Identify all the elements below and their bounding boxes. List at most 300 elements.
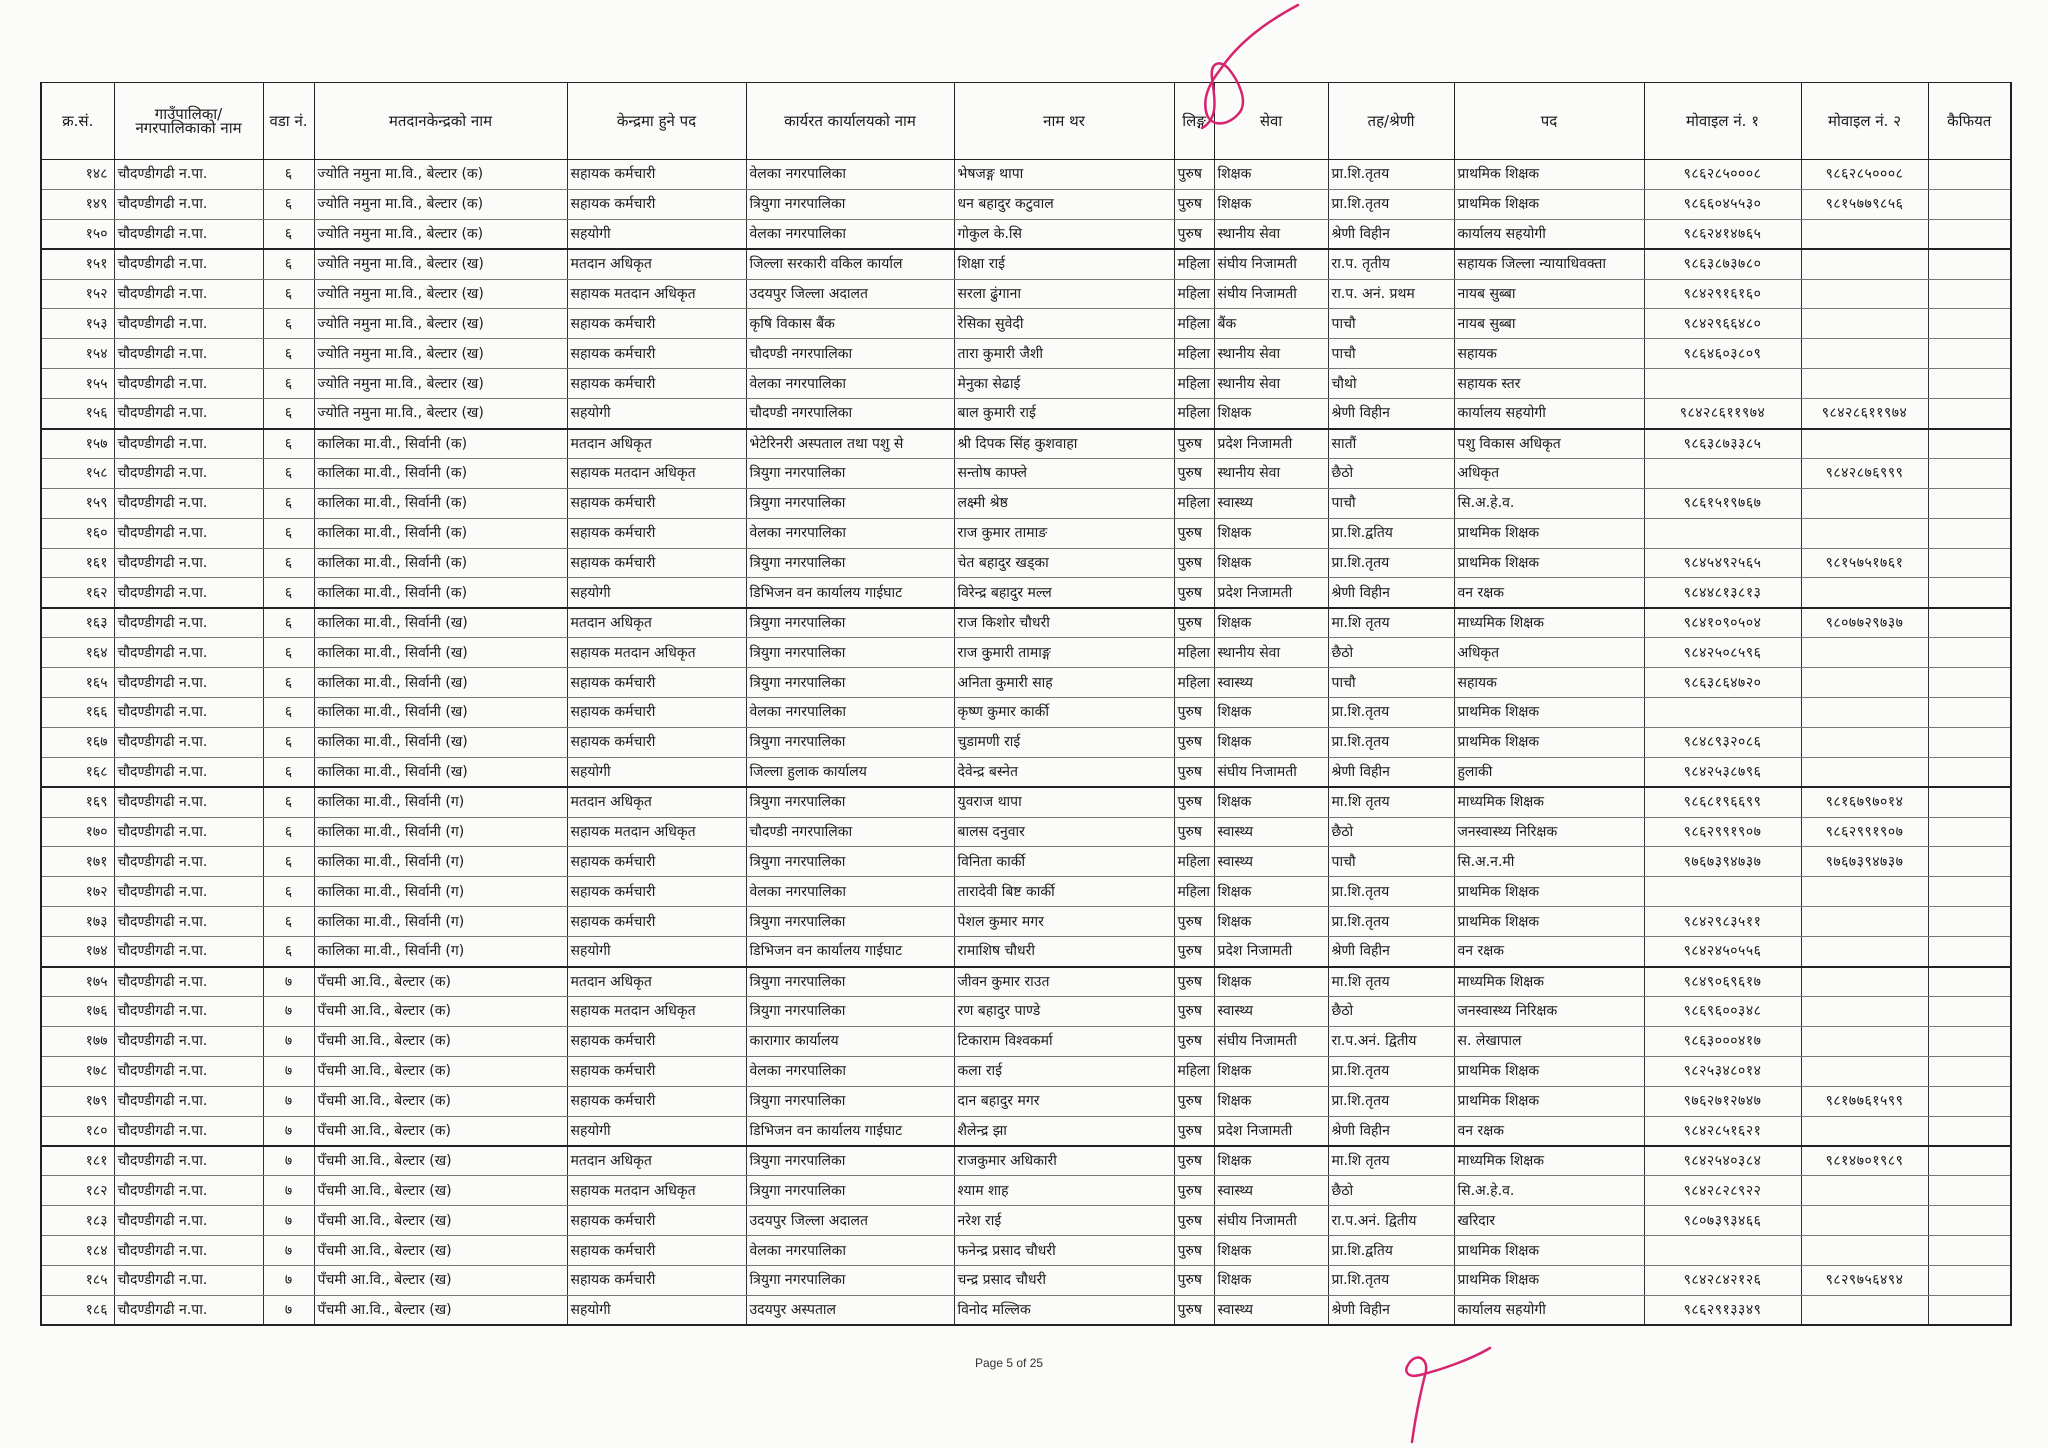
service-cell: संघीय निजामती	[1214, 1026, 1328, 1056]
table-header-row	[41, 83, 2011, 160]
office-cell: कारागार कार्यालय	[746, 1026, 954, 1056]
municipality-cell: चौदण्डीगढी न.पा.	[114, 369, 263, 399]
remarks-cell	[1928, 996, 2011, 1026]
post-cell: सि.अ.हे.व.	[1454, 1176, 1644, 1206]
municipality-cell: चौदण्डीगढी न.पा.	[114, 1116, 263, 1146]
ward-cell: ६	[263, 518, 314, 548]
service-cell: शिक्षक	[1214, 160, 1328, 190]
name-cell: चुडामणी राई	[954, 727, 1174, 757]
post-cell: माध्यमिक शिक्षक	[1454, 1146, 1644, 1176]
office-cell: उदयपुर जिल्ला अदालत	[746, 1206, 954, 1236]
level-cell: प्रा.शि.तृतय	[1328, 189, 1454, 219]
ward-cell: ६	[263, 160, 314, 190]
gender-cell: महिला	[1174, 339, 1214, 369]
ward-cell: ६	[263, 757, 314, 787]
office-cell: त्रियुगा नगरपालिका	[746, 458, 954, 488]
post-cell: प्राथमिक शिक्षक	[1454, 1086, 1644, 1116]
ward-cell: ६	[263, 937, 314, 967]
mobile-2-cell	[1801, 1295, 1928, 1325]
polling-center-cell: कालिका मा.वी., सिर्वानी (क)	[314, 578, 567, 608]
office-cell: डिभिजन वन कार्यालय गाईघाट	[746, 937, 954, 967]
name-cell: चेत बहादुर खड्का	[954, 548, 1174, 578]
ward-cell: ७	[263, 1236, 314, 1266]
office-cell: त्रियुगा नगरपालिका	[746, 608, 954, 638]
table-row	[41, 1206, 2011, 1236]
municipality-cell: चौदण्डीगढी न.पा.	[114, 1086, 263, 1116]
table-row	[41, 1026, 2011, 1056]
remarks-cell	[1928, 877, 2011, 907]
municipality-cell: चौदण्डीगढी न.पा.	[114, 907, 263, 937]
level-cell: मा.शि तृतय	[1328, 967, 1454, 997]
name-cell: रामाशिष चौधरी	[954, 937, 1174, 967]
mobile-2-cell	[1801, 668, 1928, 698]
service-cell: शिक्षक	[1214, 877, 1328, 907]
table-row	[41, 668, 2011, 698]
remarks-cell	[1928, 608, 2011, 638]
mobile-2-cell	[1801, 1236, 1928, 1266]
gender-cell: पुरुष	[1174, 1116, 1214, 1146]
level-cell: रा.प.अनं. द्वितीय	[1328, 1026, 1454, 1056]
remarks-cell	[1928, 399, 2011, 429]
mobile-2-cell	[1801, 1176, 1928, 1206]
service-cell: शिक्षक	[1214, 727, 1328, 757]
table-row	[41, 309, 2011, 339]
table-row	[41, 458, 2011, 488]
polling-center-cell: कालिका मा.वी., सिर्वानी (ग)	[314, 907, 567, 937]
service-cell: शिक्षक	[1214, 1056, 1328, 1086]
gender-cell: पुरुष	[1174, 1206, 1214, 1236]
serial-cell: १७०	[41, 817, 114, 847]
service-cell: शिक्षक	[1214, 1265, 1328, 1295]
service-cell: शिक्षक	[1214, 1146, 1328, 1176]
serial-cell: १७६	[41, 996, 114, 1026]
name-cell: टिकाराम विश्वकर्मा	[954, 1026, 1174, 1056]
table-row	[41, 399, 2011, 429]
service-cell: संघीय निजामती	[1214, 1206, 1328, 1236]
level-cell: पाचौ	[1328, 339, 1454, 369]
serial-cell: १७३	[41, 907, 114, 937]
ward-cell: ७	[263, 1116, 314, 1146]
center-post-cell: सहायक कर्मचारी	[567, 518, 746, 548]
municipality-cell: चौदण्डीगढी न.पा.	[114, 638, 263, 668]
serial-cell: १८१	[41, 1146, 114, 1176]
staff-assignment-table	[40, 82, 2012, 1326]
remarks-cell	[1928, 518, 2011, 548]
level-cell: मा.शि तृतय	[1328, 787, 1454, 817]
municipality-cell: चौदण्डीगढी न.पा.	[114, 967, 263, 997]
center-post-cell: सहायक मतदान अधिकृत	[567, 817, 746, 847]
level-cell: प्रा.शि.द्वतिय	[1328, 518, 1454, 548]
center-post-cell: सहायक कर्मचारी	[567, 847, 746, 877]
remarks-cell	[1928, 1146, 2011, 1176]
level-cell: श्रेणी विहीन	[1328, 1295, 1454, 1325]
name-cell: धन बहादुर कटुवाल	[954, 189, 1174, 219]
serial-cell: १५६	[41, 399, 114, 429]
remarks-cell	[1928, 488, 2011, 518]
ward-cell: ७	[263, 967, 314, 997]
level-cell: छैठो	[1328, 458, 1454, 488]
post-cell: वन रक्षक	[1454, 937, 1644, 967]
gender-cell: पुरुष	[1174, 1236, 1214, 1266]
table-row	[41, 219, 2011, 249]
center-post-cell: मतदान अधिकृत	[567, 967, 746, 997]
polling-center-cell: पँचमी आ.वि., बेल्टार (ख)	[314, 1206, 567, 1236]
serial-cell: १६४	[41, 638, 114, 668]
header-polling-center: मतदानकेन्द्रको नाम	[314, 83, 567, 160]
municipality-cell: चौदण्डीगढी न.पा.	[114, 1265, 263, 1295]
table-row	[41, 1086, 2011, 1116]
service-cell: स्थानीय सेवा	[1214, 219, 1328, 249]
remarks-cell	[1928, 279, 2011, 309]
gender-cell: महिला	[1174, 309, 1214, 339]
level-cell: छैठो	[1328, 638, 1454, 668]
polling-center-cell: कालिका मा.वी., सिर्वानी (ख)	[314, 668, 567, 698]
name-cell: तारादेवी बिष्ट कार्की	[954, 877, 1174, 907]
gender-cell: पुरुष	[1174, 1146, 1214, 1176]
post-cell: सि.अ.हे.व.	[1454, 488, 1644, 518]
name-cell: राज कुमार तामाङ	[954, 518, 1174, 548]
level-cell: श्रेणी विहीन	[1328, 757, 1454, 787]
table-row	[41, 339, 2011, 369]
office-cell: त्रियुगा नगरपालिका	[746, 727, 954, 757]
municipality-cell: चौदण्डीगढी न.पा.	[114, 847, 263, 877]
gender-cell: पुरुष	[1174, 518, 1214, 548]
mobile-2-cell	[1801, 369, 1928, 399]
mobile-2-cell: ९८६२९९१९०७	[1801, 817, 1928, 847]
center-post-cell: सहायक कर्मचारी	[567, 1086, 746, 1116]
service-cell: शिक्षक	[1214, 1236, 1328, 1266]
polling-center-cell: पँचमी आ.वि., बेल्टार (ख)	[314, 1295, 567, 1325]
center-post-cell: सहायक कर्मचारी	[567, 1026, 746, 1056]
service-cell: स्वास्थ्य	[1214, 488, 1328, 518]
serial-cell: १७५	[41, 967, 114, 997]
level-cell: प्रा.शि.तृतय	[1328, 160, 1454, 190]
service-cell: शिक्षक	[1214, 907, 1328, 937]
post-cell: माध्यमिक शिक्षक	[1454, 787, 1644, 817]
name-cell: विरेन्द्र बहादुर मल्ल	[954, 578, 1174, 608]
service-cell: स्वास्थ्य	[1214, 1176, 1328, 1206]
polling-center-cell: कालिका मा.वी., सिर्वानी (क)	[314, 429, 567, 459]
municipality-cell: चौदण्डीगढी न.पा.	[114, 518, 263, 548]
office-cell: वेलका नगरपालिका	[746, 1056, 954, 1086]
service-cell: स्वास्थ्य	[1214, 668, 1328, 698]
polling-center-cell: ज्योति नमुना मा.वि., बेल्टार (ख)	[314, 279, 567, 309]
polling-center-cell: कालिका मा.वी., सिर्वानी (ग)	[314, 787, 567, 817]
post-cell: सहायक	[1454, 339, 1644, 369]
table-row	[41, 1236, 2011, 1266]
post-cell: प्राथमिक शिक्षक	[1454, 1056, 1644, 1086]
mobile-2-cell	[1801, 727, 1928, 757]
serial-cell: १५७	[41, 429, 114, 459]
gender-cell: महिला	[1174, 877, 1214, 907]
mobile-2-cell	[1801, 698, 1928, 728]
table-row	[41, 279, 2011, 309]
name-cell: श्री दिपक सिंह कुशवाहा	[954, 429, 1174, 459]
service-cell: स्वास्थ्य	[1214, 1295, 1328, 1325]
ward-cell: ७	[263, 1176, 314, 1206]
post-cell: प्राथमिक शिक्षक	[1454, 907, 1644, 937]
center-post-cell: सहायक कर्मचारी	[567, 160, 746, 190]
polling-center-cell: पँचमी आ.वि., बेल्टार (ख)	[314, 1236, 567, 1266]
name-cell: युवराज थापा	[954, 787, 1174, 817]
level-cell: चौथो	[1328, 369, 1454, 399]
office-cell: त्रियुगा नगरपालिका	[746, 847, 954, 877]
name-cell: कृष्ण कुमार कार्की	[954, 698, 1174, 728]
header-service: सेवा	[1214, 83, 1328, 160]
name-cell: नरेश राई	[954, 1206, 1174, 1236]
polling-center-cell: पँचमी आ.वि., बेल्टार (क)	[314, 967, 567, 997]
municipality-cell: चौदण्डीगढी न.पा.	[114, 429, 263, 459]
post-cell: प्राथमिक शिक्षक	[1454, 877, 1644, 907]
name-cell: बालस दनुवार	[954, 817, 1174, 847]
mobile-2-cell: ९८१५७५१७६१	[1801, 548, 1928, 578]
post-cell: वन रक्षक	[1454, 578, 1644, 608]
mobile-2-cell: ९८१४७०१९८९	[1801, 1146, 1928, 1176]
level-cell: मा.शि तृतय	[1328, 1146, 1454, 1176]
gender-cell: पुरुष	[1174, 429, 1214, 459]
mobile-1-cell: ९८४२९६६४८०	[1644, 309, 1801, 339]
remarks-cell	[1928, 249, 2011, 279]
office-cell: वेलका नगरपालिका	[746, 219, 954, 249]
name-cell: राज कुुमारी तामाङ्ग	[954, 638, 1174, 668]
mobile-2-cell	[1801, 309, 1928, 339]
center-post-cell: सहयोगी	[567, 757, 746, 787]
table-row	[41, 638, 2011, 668]
remarks-cell	[1928, 967, 2011, 997]
level-cell: प्रा.शि.तृतय	[1328, 1056, 1454, 1086]
polling-center-cell: पँचमी आ.वि., बेल्टार (ख)	[314, 1176, 567, 1206]
header-level: तह/श्रेणी	[1328, 83, 1454, 160]
serial-cell: १७८	[41, 1056, 114, 1086]
polling-center-cell: पँचमी आ.वि., बेल्टार (क)	[314, 1116, 567, 1146]
remarks-cell	[1928, 160, 2011, 190]
ward-cell: ६	[263, 279, 314, 309]
municipality-cell: चौदण्डीगढी न.पा.	[114, 249, 263, 279]
service-cell: शिक्षक	[1214, 518, 1328, 548]
mobile-2-cell	[1801, 339, 1928, 369]
level-cell: सातौं	[1328, 429, 1454, 459]
mobile-1-cell	[1644, 369, 1801, 399]
polling-center-cell: कालिका मा.वी., सिर्वानी (ख)	[314, 638, 567, 668]
level-cell: श्रेणी विहीन	[1328, 578, 1454, 608]
name-cell: अनिता कुमारी साह	[954, 668, 1174, 698]
level-cell: प्रा.शि.तृतय	[1328, 907, 1454, 937]
mobile-1-cell: ९८६३८७३७८०	[1644, 249, 1801, 279]
ward-cell: ६	[263, 877, 314, 907]
name-cell: पेशल कुमार मगर	[954, 907, 1174, 937]
center-post-cell: मतदान अधिकृत	[567, 249, 746, 279]
level-cell: रा.प. तृतीय	[1328, 249, 1454, 279]
polling-center-cell: ज्योति नमुना मा.वि., बेल्टार (ख)	[314, 369, 567, 399]
serial-cell: १८३	[41, 1206, 114, 1236]
mobile-1-cell	[1644, 518, 1801, 548]
mobile-1-cell: ९८६८१९६६९९	[1644, 787, 1801, 817]
remarks-cell	[1928, 1086, 2011, 1116]
serial-cell: १५९	[41, 488, 114, 518]
mobile-1-cell: ९८४२८५१६२१	[1644, 1116, 1801, 1146]
gender-cell: महिला	[1174, 488, 1214, 518]
remarks-cell	[1928, 727, 2011, 757]
post-cell: कार्यालय सहयोगी	[1454, 399, 1644, 429]
header-mobile-2: मोवाइल नं. २	[1801, 83, 1928, 160]
polling-center-cell: पँचमी आ.वि., बेल्टार (ख)	[314, 1265, 567, 1295]
mobile-2-cell: ९८४२८६११९७४	[1801, 399, 1928, 429]
gender-cell: पुरुष	[1174, 698, 1214, 728]
mobile-2-cell	[1801, 996, 1928, 1026]
table-row	[41, 160, 2011, 190]
table-row	[41, 429, 2011, 459]
mobile-1-cell: ९८४२५०८५९६	[1644, 638, 1801, 668]
table-row	[41, 1056, 2011, 1086]
mobile-1-cell: ९७६२७१२७४७	[1644, 1086, 1801, 1116]
service-cell: प्रदेश निजामती	[1214, 937, 1328, 967]
name-cell: जीवन कुमार राउत	[954, 967, 1174, 997]
center-post-cell: सहयोगी	[567, 1295, 746, 1325]
header-name: नाम थर	[954, 83, 1174, 160]
level-cell: रा.प.अनं. द्वितीय	[1328, 1206, 1454, 1236]
table-row	[41, 1265, 2011, 1295]
ward-cell: ६	[263, 488, 314, 518]
office-cell: त्रियुगा नगरपालिका	[746, 189, 954, 219]
service-cell: शिक्षक	[1214, 399, 1328, 429]
remarks-cell	[1928, 698, 2011, 728]
gender-cell: पुरुष	[1174, 548, 1214, 578]
office-cell: त्रियुगा नगरपालिका	[746, 668, 954, 698]
remarks-cell	[1928, 429, 2011, 459]
table-row	[41, 877, 2011, 907]
polling-center-cell: कालिका मा.वी., सिर्वानी (ख)	[314, 727, 567, 757]
service-cell: प्रदेश निजामती	[1214, 578, 1328, 608]
office-cell: भेटेरिनरी अस्पताल तथा पशु से	[746, 429, 954, 459]
remarks-cell	[1928, 1265, 2011, 1295]
mobile-1-cell: ९८४२४५०५५६	[1644, 937, 1801, 967]
mobile-2-cell	[1801, 249, 1928, 279]
service-cell: स्थानीय सेवा	[1214, 339, 1328, 369]
gender-cell: पुरुष	[1174, 967, 1214, 997]
remarks-cell	[1928, 189, 2011, 219]
mobile-2-cell	[1801, 967, 1928, 997]
mobile-1-cell: ९८४१०९०५०४	[1644, 608, 1801, 638]
service-cell: संघीय निजामती	[1214, 757, 1328, 787]
name-cell: विनिता कार्की	[954, 847, 1174, 877]
remarks-cell	[1928, 937, 2011, 967]
polling-center-cell: कालिका मा.वी., सिर्वानी (ग)	[314, 877, 567, 907]
municipality-cell: चौदण्डीगढी न.पा.	[114, 160, 263, 190]
service-cell: शिक्षक	[1214, 698, 1328, 728]
level-cell: श्रेणी विहीन	[1328, 937, 1454, 967]
table-row	[41, 698, 2011, 728]
gender-cell: पुरुष	[1174, 219, 1214, 249]
mobile-1-cell: ९८४२८४२१२६	[1644, 1265, 1801, 1295]
polling-center-cell: कालिका मा.वी., सिर्वानी (ख)	[314, 608, 567, 638]
center-post-cell: सहायक कर्मचारी	[567, 907, 746, 937]
service-cell: शिक्षक	[1214, 189, 1328, 219]
name-cell: दान बहादुर मगर	[954, 1086, 1174, 1116]
name-cell: देेवेन्द्र बस्नेत	[954, 757, 1174, 787]
center-post-cell: सहायक मतदान अधिकृत	[567, 1176, 746, 1206]
office-cell: वेलका नगरपालिका	[746, 160, 954, 190]
service-cell: शिक्षक	[1214, 967, 1328, 997]
mobile-1-cell: ९८४९०६९६१७	[1644, 967, 1801, 997]
center-post-cell: सहायक मतदान अधिकृत	[567, 458, 746, 488]
post-cell: प्राथमिक शिक्षक	[1454, 518, 1644, 548]
mobile-2-cell: ९८४२८७६९९९	[1801, 458, 1928, 488]
gender-cell: पुरुष	[1174, 160, 1214, 190]
remarks-cell	[1928, 458, 2011, 488]
mobile-2-cell	[1801, 578, 1928, 608]
table-row	[41, 1146, 2011, 1176]
remarks-cell	[1928, 578, 2011, 608]
gender-cell: पुरुष	[1174, 1265, 1214, 1295]
gender-cell: महिला	[1174, 638, 1214, 668]
level-cell: श्रेणी विहीन	[1328, 1116, 1454, 1146]
gender-cell: पुरुष	[1174, 1086, 1214, 1116]
ward-cell: ७	[263, 1056, 314, 1086]
header-remarks: कैफियत	[1928, 83, 2011, 160]
remarks-cell	[1928, 668, 2011, 698]
remarks-cell	[1928, 1116, 2011, 1146]
remarks-cell	[1928, 219, 2011, 249]
serial-cell: १८६	[41, 1295, 114, 1325]
service-cell: संघीय निजामती	[1214, 279, 1328, 309]
table-row	[41, 1176, 2011, 1206]
office-cell: डिभिजन वन कार्यालय गाईघाट	[746, 1116, 954, 1146]
post-cell: अधिकृत	[1454, 458, 1644, 488]
serial-cell: १६९	[41, 787, 114, 817]
center-post-cell: सहयोगी	[567, 399, 746, 429]
level-cell: प्रा.शि.द्वतिय	[1328, 1236, 1454, 1266]
polling-center-cell: पँचमी आ.वि., बेल्टार (क)	[314, 1086, 567, 1116]
municipality-cell: चौदण्डीगढी न.पा.	[114, 1056, 263, 1086]
remarks-cell	[1928, 1056, 2011, 1086]
service-cell: प्रदेश निजामती	[1214, 1116, 1328, 1146]
post-cell: नायब सुब्बा	[1454, 309, 1644, 339]
ward-cell: ६	[263, 429, 314, 459]
mobile-2-cell: ९८१६७९७०१४	[1801, 787, 1928, 817]
mobile-2-cell	[1801, 877, 1928, 907]
gender-cell: पुरुष	[1174, 817, 1214, 847]
office-cell: उदयपुर जिल्ला अदालत	[746, 279, 954, 309]
office-cell: त्रियुगा नगरपालिका	[746, 1086, 954, 1116]
municipality-cell: चौदण्डीगढी न.पा.	[114, 1026, 263, 1056]
center-post-cell: सहायक कर्मचारी	[567, 727, 746, 757]
ward-cell: ६	[263, 369, 314, 399]
office-cell: कृषि विकास बैंक	[746, 309, 954, 339]
office-cell: त्रियुगा नगरपालिका	[746, 1146, 954, 1176]
office-cell: वेलका नगरपालिका	[746, 877, 954, 907]
post-cell: कार्यालय सहयोगी	[1454, 1295, 1644, 1325]
municipality-cell: चौदण्डीगढी न.पा.	[114, 578, 263, 608]
center-post-cell: सहायक कर्मचारी	[567, 488, 746, 518]
polling-center-cell: कालिका मा.वी., सिर्वानी (क)	[314, 548, 567, 578]
post-cell: खरिदार	[1454, 1206, 1644, 1236]
municipality-cell: चौदण्डीगढी न.पा.	[114, 608, 263, 638]
center-post-cell: सहयोगी	[567, 219, 746, 249]
table-row	[41, 1116, 2011, 1146]
service-cell: शिक्षक	[1214, 787, 1328, 817]
mobile-1-cell: ९८६३८६४७२०	[1644, 668, 1801, 698]
gender-cell: पुरुष	[1174, 1026, 1214, 1056]
center-post-cell: सहायक कर्मचारी	[567, 369, 746, 399]
serial-cell: १५३	[41, 309, 114, 339]
office-cell: त्रियुगा नगरपालिका	[746, 967, 954, 997]
table-row	[41, 996, 2011, 1026]
mobile-1-cell: ९८६२४१४७६५	[1644, 219, 1801, 249]
remarks-cell	[1928, 847, 2011, 877]
mobile-2-cell: ९८१५७७९८५६	[1801, 189, 1928, 219]
center-post-cell: मतदान अधिकृत	[567, 787, 746, 817]
gender-cell: पुरुष	[1174, 608, 1214, 638]
